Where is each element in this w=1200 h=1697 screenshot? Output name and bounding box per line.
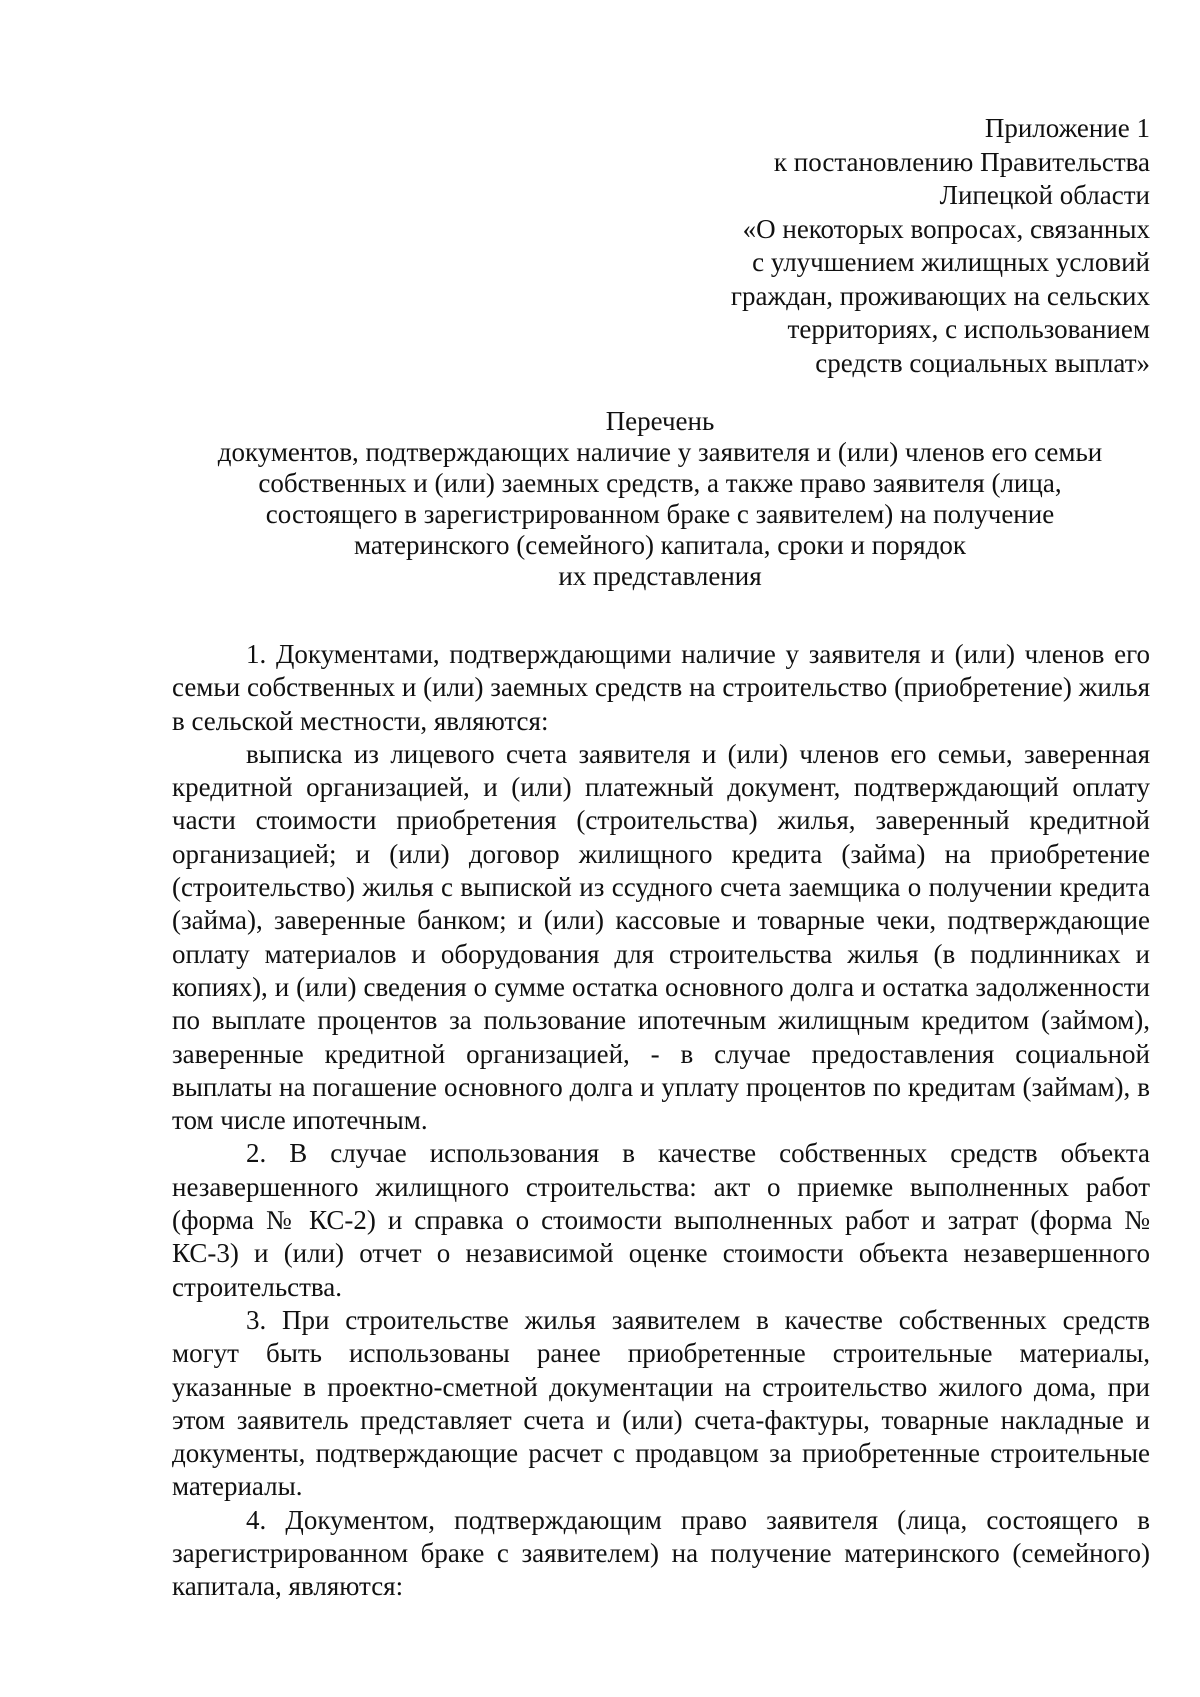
- appendix-line: «О некоторых вопросах, связанных: [742, 213, 1150, 244]
- paragraph-1-detail: выписка из лицевого счета заявителя и (или) членов его семьи, заверенная кредитной организацией, и (или) платежный документ, подтверждающий оплату части стоимости приобретения (строительства) жилья, заверенный кредитной организацией; и (или) договор жилищного кредита (займа) на приобретение (строительство) жилья с выпиской из ссудного счета заемщика о получении кредита (займа), заверенные банком; и (или) кассовые и товарные чеки, подтверждающие оплату материалов и оборудования для строительства жилья (в подлинниках и копиях), и (или) сведения о сумме остатка основного долга и остатка задолженности по выплате процентов за пользование ипотечным жилищным кредитом (займом), заверенные кредитной организацией, - в случае предоставления социальной выплаты на погашение основного долга и уплату процентов по кредитам (займам), в том числе ипотечным.: [172, 738, 1150, 1136]
- appendix-line: к постановлению Правительства: [773, 146, 1150, 177]
- appendix-line: Липецкой области: [939, 180, 1150, 210]
- title-line: материнского (семейного) капитала, сроки и порядок: [354, 530, 966, 560]
- title-line: состоящего в зарегистрированном браке с заявителем) на получение: [265, 499, 1055, 529]
- appendix-line: с улучшением жилищных условий: [752, 247, 1150, 277]
- paragraph-1: 1. Документами, подтверждающими наличие у заявителя и (или) членов его семьи собственных и (или) заемных средств на строительство (приобретение) жилья в сельской местности, являются:: [172, 639, 1150, 736]
- appendix-line: Приложение 1: [984, 113, 1150, 143]
- title-line: документов, подтверждающих наличие у заявителя и (или) членов его семьи: [217, 437, 1103, 467]
- title-line: их представления: [558, 561, 762, 591]
- paragraph-4: 4. Документом, подтверждающим право заявителя (лица, состоящего в зарегистрированном браке с заявителем) на получение материнского (семейного) капитала, являются:: [172, 1504, 1150, 1602]
- appendix-line: территориях, с использованием: [787, 314, 1150, 344]
- document-title: [170, 406, 1150, 592]
- appendix-header: [590, 112, 1150, 380]
- paragraph-3: 3. При строительстве жилья заявителем в качестве собственных средств могут быть использованы ранее приобретенные строительные материалы, указанные в проектно-сметной документации на строительство жилого дома, при этом заявитель представляет счета и (или) счета-фактуры, товарные накладные и документы, подтверждающие расчет с продавцом за приобретенные строительные материалы.: [172, 1304, 1150, 1502]
- paragraph-2: 2. В случае использования в качестве собственных средств объекта незавершенного жилищного строительства: акт о приемке выполненных работ (форма № КС-2) и справка о стоимости выполненных работ и затрат (форма № КС-3) и (или) отчет о независимой оценке стоимости объекта незавершенного строительства.: [172, 1138, 1150, 1302]
- title-line: собственных и (или) заемных средств, а также право заявителя (лица,: [258, 468, 1062, 498]
- document-body: [172, 638, 1150, 1604]
- title-heading: Перечень: [605, 406, 715, 436]
- appendix-line: граждан, проживающих на сельских: [730, 280, 1150, 311]
- appendix-line: средств социальных выплат»: [815, 347, 1150, 378]
